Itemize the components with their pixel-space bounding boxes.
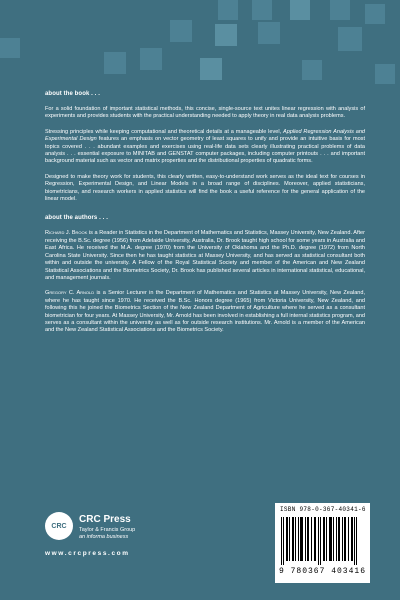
decor-square <box>252 0 272 20</box>
paragraph-text: features an emphasis on vector geometry of least squares to unify and provide an intuitive basis for most topics covered . . . abundant examples and exercises using real-life data sets clearly illustrating practical problems of data analysis . . . essential exposure to MINITAB and GENSTAT computer packages, including computer printouts . . . and important background material such as vector and matrix properties and the distributional properties of quadratic forms. <box>45 136 365 165</box>
decor-square <box>140 48 162 70</box>
decor-square <box>200 58 222 80</box>
author-name: Gregory C. Arnold <box>45 290 95 297</box>
paragraph-text: Stressing principles while keeping computational and theoretical details at a manageable level, <box>45 128 284 135</box>
publisher-logo <box>45 512 165 572</box>
publisher-name: CRC Press <box>79 514 131 525</box>
decor-square <box>375 64 395 84</box>
decor-square <box>258 22 280 44</box>
author-bio-text: is a Reader in Statistics in the Department of Mathematics and Statistics, Massey University, New Zealand. After receiving the B.Sc. degree (1956) from Adelaide University, Australia, Dr. Brook taught high school for some years in Australia and East Africa. He received the M.A. degree (1970) from the University of Oklahoma and the Ph.D. degree (1972) from North Carolina State University. Since then he has taught statistics at Massey University, and has served as statistical consultant both within and outside the university. A Fellow of the Royal Statistical Society and member of the American and New Zealand Statistical Associations and the Biometrics Society, Dr. Brook has published several articles in international statistical, educational, and management journals. <box>45 230 365 281</box>
decor-square <box>170 20 192 42</box>
isbn-text: ISBN 978-0-367-40341-6 <box>280 506 366 513</box>
decor-square <box>330 0 350 20</box>
barcode <box>275 503 370 583</box>
book-title-italic: Applied Regression Analysis and Experimental Design <box>45 128 365 143</box>
text-content <box>45 91 365 343</box>
publisher-url: www.crcpress.com <box>45 550 130 557</box>
publisher-tagline: an informa business <box>79 534 129 540</box>
author-bio-brook <box>45 230 365 282</box>
author-bio-text: is a Senior Lecturer in the Department of Mathematics and Statistics at Massey University, New Zealand, where he has taught since 1970. He received the B.Sc. Honors degree (1965) from Victoria University, New Zealand, and following this he joined the Biometrics Section of the New Zealand Department of Agriculture where he served as a consultant biometrician for four years. At Massey University, Mr. Arnold has been involved in establishing a full internal statistics program, and serves as a consultant within the university as well as for outside research institutions. Mr. Arnold is a member of the American and the New Zealand Statistical Associations and the Biometrics Society. <box>45 290 365 334</box>
about-book-paragraph-1: For a solid foundation of important statistical methods, this concise, single-source text unites linear regression with analysis of experiments and provides students with the practical understanding needed to apply theory in real data analysis problems. <box>45 106 365 120</box>
decor-square <box>104 52 126 74</box>
decor-square <box>365 4 385 24</box>
author-name: Richard J. Brook <box>45 230 88 237</box>
decor-square <box>215 24 237 46</box>
barcode-bars-icon <box>281 517 364 565</box>
about-book-paragraph-2 <box>45 129 365 166</box>
barcode-number: 9 780367 403416 <box>279 567 367 576</box>
decor-square <box>302 60 322 80</box>
publisher-group: Taylor & Francis Group <box>79 527 136 533</box>
about-book-heading: about the book . . . <box>45 91 100 97</box>
crc-logo-icon: CRC <box>45 512 73 540</box>
about-book-paragraph-3: Designed to make theory work for students, this clearly written, easy-to-understand work serves as the ideal text for courses in Regression, Experimental Design, and Linear Models in a broad range of disciplines. Moreover, applied statisticians, biometricians, and research workers in applied statistics will find the book a useful reference for the general application of the linear model. <box>45 173 365 203</box>
author-bio-arnold <box>45 290 365 334</box>
decor-square <box>290 0 310 20</box>
about-authors-heading: about the authors . . . <box>45 215 108 222</box>
decor-square <box>0 38 20 58</box>
decor-square <box>338 27 362 51</box>
decor-square <box>218 0 238 20</box>
